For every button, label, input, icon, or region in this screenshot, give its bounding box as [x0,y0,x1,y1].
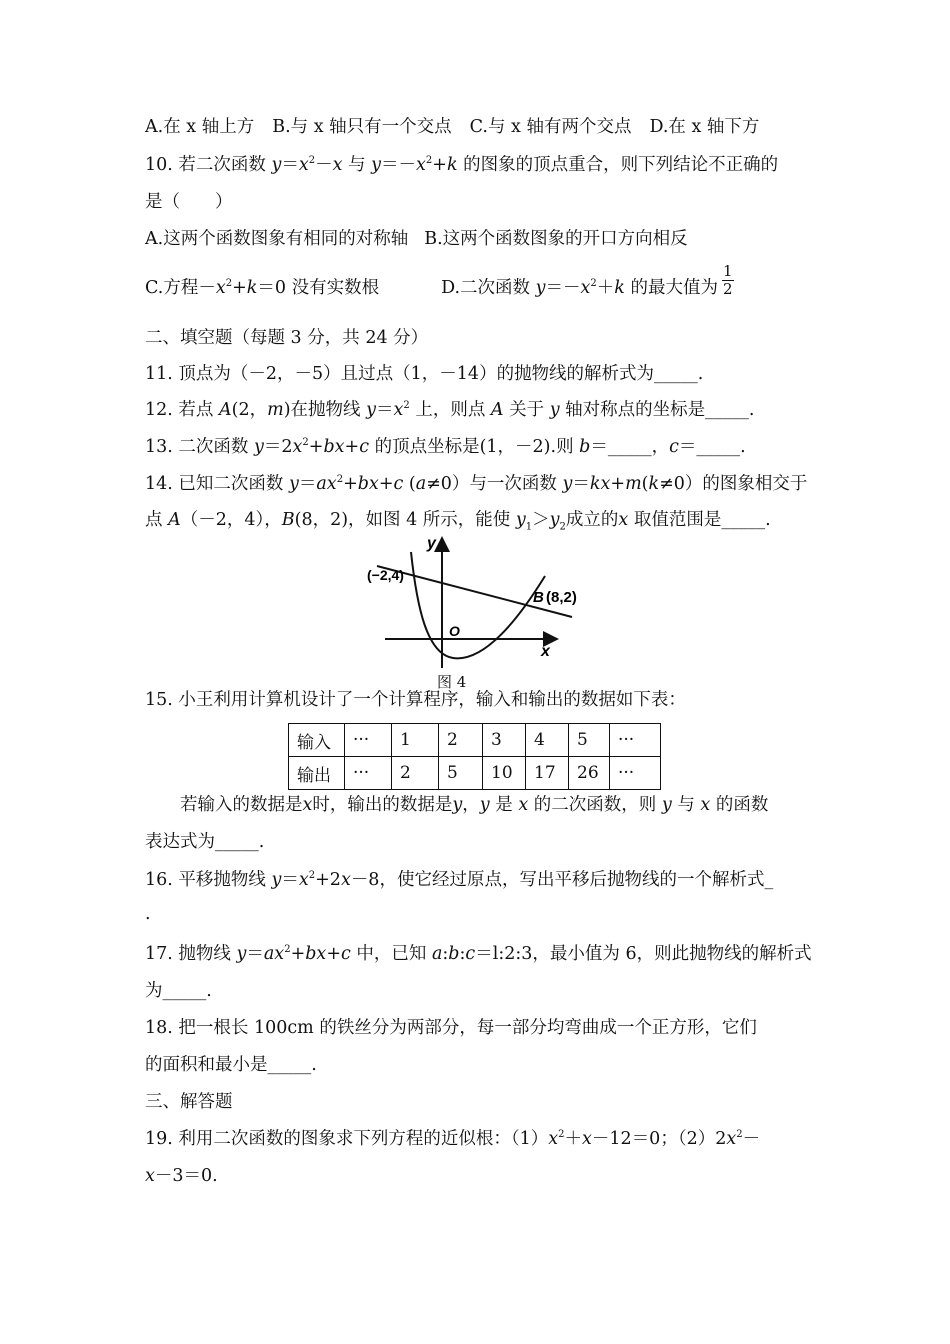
table-row-output [289,757,661,790]
table-cell: 17 [526,757,569,790]
table-cell: 5 [569,724,610,757]
q15-follow-line1: 若输入的数据是x时，输出的数据是y，y 是 x 的二次函数，则 y 与 x 的函数 [180,795,769,815]
label-point-a: (−2,4) [367,567,404,583]
table-cell: ··· [345,757,392,790]
q12: 12. 若点 A(2，m)在抛物线 $y=x^2$ 上，则点 A 关于 y 轴对称点的坐标是_____. [145,400,755,420]
q17: 17. 抛物线 $y=ax^2+bx+c$ 中，已知 a:b:c＝l:2:3，最小值为 6，则此抛物线的解析式 [145,944,812,964]
table-cell: ··· [610,757,661,790]
q19-line1: 19. 利用二次函数的图象求下列方程的近似根：$(1)x^2+x-12=0$；$(2)2x^2-$ [145,1129,761,1149]
table-cell: 1 [392,724,439,757]
parabola-curve [411,552,545,658]
q14-line2: 点 A（－2，4），B(8，2)，如图 4 所示，能使 $y_1>y_2$成立的x 取值范围是_____. [145,510,771,533]
table-cell: 输入 [289,724,345,757]
q10-options-ab [145,227,688,251]
label-point-b-letter: B [533,589,544,606]
q9-option-d: D.在 x 轴下方 [649,117,760,137]
q10-option-c: C.方程$-x^2+k=0$ 没有实数根 [145,278,380,298]
table-row-input [289,724,661,757]
label-point-b-coord: (8,2) [546,589,577,606]
q10-option-d: D.二次函数 $y=-x^2+k$ 的最大值为 $\frac{1}{2}$ [441,262,733,298]
label-x: x [541,643,550,660]
table-cell: 输出 [289,757,345,790]
q18-line1: 18. 把一根长 100cm 的铁丝分为两部分，每一部分均弯曲成一个正方形，它们 [145,1018,757,1038]
q17-line2: 为_____. [145,981,212,1001]
q9-option-c: C.与 x 轴有两个交点 [469,117,632,137]
q16-line2: . [145,904,151,924]
q16: 16. 平移抛物线 $y=x^2+2x-8$，使它经过原点，写出平移后抛物线的一个解析式_ [145,870,774,890]
q10-stem-end: 是（ ） [145,192,233,212]
table-cell: ··· [610,724,661,757]
q11: 11. 顶点为（－2，－5）且过点（1，－14）的抛物线的解析式为_____. [145,364,704,384]
table-cell: 3 [483,724,526,757]
table-cell: ··· [345,724,392,757]
fraction-one-half: $\frac{1}{2}$ [722,262,733,298]
section-2-title: 二、填空题（每题 3 分，共 24 分） [145,328,429,348]
table-cell: 5 [439,757,483,790]
table-cell: 10 [483,757,526,790]
q19-line2: x－3＝0. [145,1166,218,1186]
q9-option-a: A.在 x 轴上方 [145,117,255,137]
figure-4-caption: 图 4 [437,673,467,691]
section-3-title: 三、解答题 [145,1092,233,1112]
q10-options-cd [145,262,734,300]
q15: 15. 小王利用计算机设计了一个计算程序，输入和输出的数据如下表： [145,690,686,710]
q9-option-b: B.与 x 轴只有一个交点 [272,117,452,137]
q10-option-a: A.这两个函数图象有相同的对称轴 [145,229,409,249]
q10-stem: 10. 若二次函数 $y=x^2-x$ 与 $y=-x^2+k$ 的图象的顶点重合，则下列结论不正确的 [145,155,779,175]
figure-4-graph [355,528,585,688]
q15-follow-line2: 表达式为_____. [145,832,265,852]
q13: 13. 二次函数 $y=2x^2+bx+c$ 的顶点坐标是(1，－2).则 b＝_____，c＝_____. [145,437,746,457]
q14-line1: 14. 已知二次函数 $y=ax^2+bx+c$ (a≠0）与一次函数 y＝kx+m(k≠0）的图象相交于 [145,474,808,494]
table-cell: 2 [439,724,483,757]
q10-option-b: B.这两个函数图象的开口方向相反 [424,229,688,249]
label-y: y [427,535,436,552]
table-cell: 2 [392,757,439,790]
table-cell: 26 [569,757,610,790]
io-table [288,723,661,790]
q18-line2: 的面积和最小是_____. [145,1055,317,1075]
label-origin: O [449,623,460,639]
q9-options [145,115,759,139]
table-cell: 4 [526,724,569,757]
